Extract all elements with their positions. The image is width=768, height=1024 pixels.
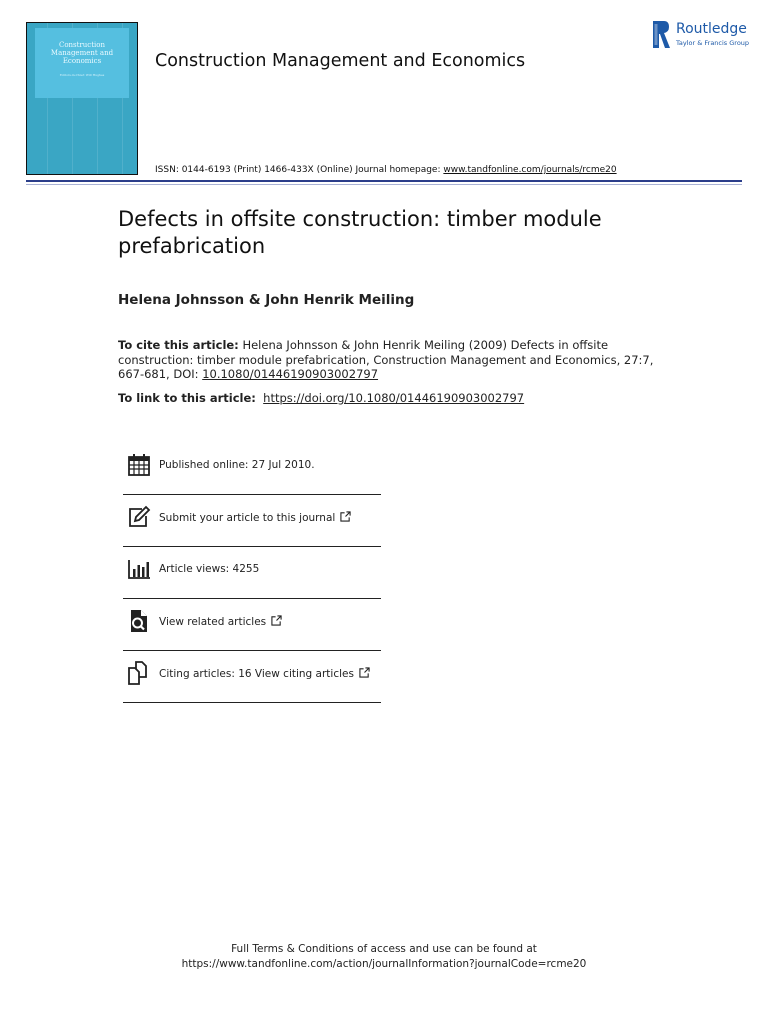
- footer-terms-text: Full Terms & Conditions of access and use can be found at: [231, 943, 537, 955]
- article-authors: Helena Johnsson & John Henrik Meiling: [118, 292, 415, 308]
- citing-articles-row[interactable]: [123, 651, 381, 703]
- submit-article-label: Submit your article to this journal: [159, 512, 336, 524]
- related-articles-link[interactable]: [159, 615, 282, 628]
- citing-articles-icon: [127, 661, 151, 685]
- cover-title-line: Construction: [58, 41, 106, 49]
- article-link-line: [118, 391, 524, 405]
- routledge-logo-icon: [653, 21, 670, 48]
- journal-title: Construction Management and Economics: [155, 51, 526, 71]
- related-articles-label: View related articles: [159, 616, 267, 628]
- header-divider-thin: [26, 184, 742, 185]
- cite-label: To cite this article:: [118, 338, 239, 352]
- published-online-text: Published online: 27 Jul 2010.: [159, 459, 315, 471]
- article-views-row: [123, 547, 381, 599]
- citing-articles-link[interactable]: [159, 667, 370, 680]
- cover-subtitle: Editors-in-Chief: Will Hughes: [59, 73, 105, 77]
- journal-cover-image: [26, 22, 138, 175]
- related-articles-row[interactable]: [123, 599, 381, 651]
- external-link-icon: [340, 511, 351, 522]
- submit-article-link[interactable]: [159, 511, 351, 524]
- citing-articles-label: Citing articles: 16 View citing articles: [159, 668, 354, 680]
- article-views-text: Article views: 4255: [159, 563, 260, 575]
- footer-terms-link[interactable]: https://www.tandfonline.com/action/journalInformation?journalCode=rcme20: [181, 957, 587, 970]
- published-online-row: [123, 443, 381, 495]
- submit-article-row[interactable]: [123, 495, 381, 547]
- publisher-name: Routledge: [676, 21, 747, 37]
- doi-link[interactable]: 10.1080/01446190903002797: [202, 367, 379, 381]
- header-divider: [26, 180, 742, 182]
- terms-footer: [0, 942, 768, 971]
- external-link-icon: [359, 667, 370, 678]
- search-document-icon: [127, 609, 151, 633]
- edit-icon: [127, 505, 151, 529]
- calendar-icon: [127, 453, 151, 477]
- publisher-group: Taylor & Francis Group: [676, 39, 750, 47]
- bar-chart-icon: [127, 557, 151, 581]
- issn-line: [155, 165, 617, 175]
- article-info-list: [123, 443, 381, 703]
- external-link-icon: [271, 615, 282, 626]
- cover-title-line: Management and: [50, 49, 114, 57]
- cover-title-panel: [35, 28, 129, 98]
- article-title: Defects in offsite construction: timber module prefabrication: [118, 207, 602, 258]
- article-doi-url-link[interactable]: https://doi.org/10.1080/01446190903002797: [263, 391, 525, 405]
- cover-title-line: Economics: [62, 57, 102, 65]
- journal-homepage-link[interactable]: www.tandfonline.com/journals/rcme20: [443, 165, 617, 175]
- issn-text: ISSN: 0144-6193 (Print) 1466-433X (Online) Journal homepage:: [155, 165, 441, 175]
- cite-text: Helena Johnsson & John Henrik Meiling (2009) Defects in offsite construction: timber module prefabrication, Construction Management and Economics, 27:7, 667-681, DOI:: [118, 338, 654, 381]
- citation-block: [118, 338, 663, 382]
- link-label: To link to this article:: [118, 391, 256, 405]
